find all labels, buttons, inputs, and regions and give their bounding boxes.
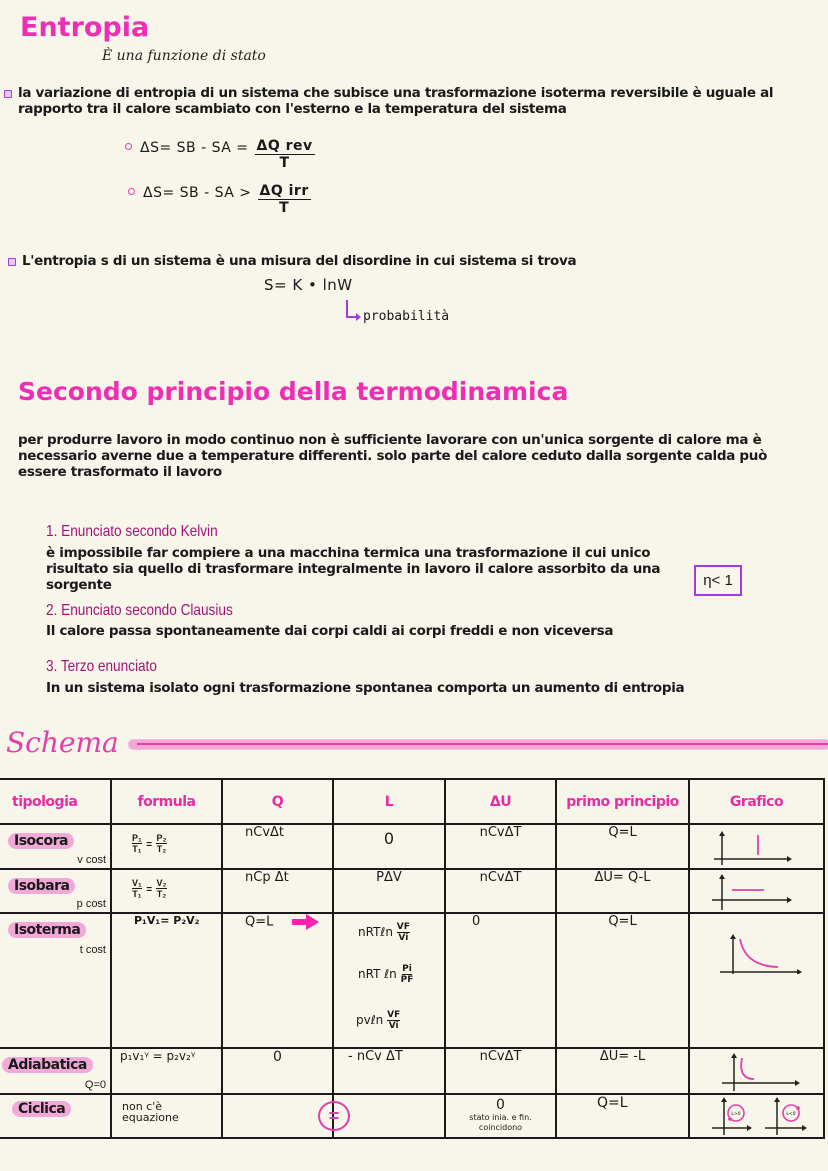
denominator: T₁ — [132, 844, 142, 854]
l-expression — [358, 964, 413, 985]
terzo-enunciato-text: In un sistema isolato ogni trasformazione spontanea comporta un aumento di entropia — [46, 680, 685, 696]
formula-cell: P₁V₁= P₂V₂ — [111, 913, 222, 1048]
denominator: T — [279, 155, 290, 171]
formula-lhs: ΔS= SB - SA > — [143, 185, 252, 201]
denominator: T₂ — [156, 844, 167, 854]
numerator: V₂ — [156, 878, 167, 888]
denominator: T₁ — [132, 889, 142, 899]
enunciato-kelvin-title: 1. Enunciato secondo Kelvin — [46, 523, 218, 540]
denominator: Vi — [388, 1021, 399, 1031]
header-l: L — [333, 779, 445, 824]
isoterma-graph-icon — [690, 914, 823, 974]
q-cell: 0 — [222, 1048, 333, 1094]
formula-lhs: ΔS= SB - SA = — [140, 140, 249, 156]
isocora-label: Isocora — [8, 833, 74, 849]
numerator: P₂ — [156, 833, 167, 843]
fraction — [132, 833, 142, 854]
numerator: VF — [396, 922, 410, 932]
secondo-principio-intro: per produrre lavoro in modo continuo non è sufficiente lavorare con un'unica sorgente di calore ma è necessario averne due a temperature differenti. solo parte del calore ceduto dalla sorgente calda può essere trasformato il lavoro — [18, 432, 768, 480]
adiabatica-graph-icon — [690, 1049, 823, 1093]
schema-divider — [128, 739, 828, 750]
fraction — [255, 138, 315, 171]
isocora-graph-icon — [690, 825, 823, 868]
tipologia-cell — [0, 913, 111, 1048]
header-tipologia: tipologia — [0, 779, 111, 824]
denominator: T₂ — [156, 889, 167, 899]
numerator: V₁ — [132, 878, 142, 888]
formula-reversible — [140, 138, 315, 171]
formula-cell: p₁v₁ᵞ = p₂v₂ᵞ — [111, 1048, 222, 1094]
enunciato-clausius-title: 2. Enunciato secondo Clausius — [46, 602, 233, 619]
l-cell: 0 — [333, 824, 445, 869]
q-cell: nCvΔt — [222, 824, 333, 869]
adiabatica-label: Adiabatica — [2, 1057, 93, 1073]
boltzmann-formula: S= K • lnW — [264, 276, 353, 294]
grafico-cell — [689, 869, 824, 913]
numerator: VF — [387, 1010, 401, 1020]
enunciato-clausius-text: Il calore passa spontaneamente dai corpi caldi ai corpi freddi e non viceversa — [46, 623, 614, 639]
q-cell: nCp Δt — [222, 869, 333, 913]
cycle-label: L<0 — [786, 1112, 796, 1117]
delta-u-cell: nCvΔT — [445, 869, 556, 913]
condition-label: v cost — [77, 854, 106, 866]
formula-irreversible — [143, 183, 311, 216]
delta-u-cell: nCvΔT — [445, 1048, 556, 1094]
header-formula: formula — [111, 779, 222, 824]
l-expression — [356, 1010, 400, 1031]
entropia-subtitle: È una funzione di stato — [102, 48, 266, 64]
terzo-enunciato-title: 3. Terzo enunciato — [46, 658, 157, 675]
schema-title: Schema — [6, 726, 119, 759]
grafico-cell — [689, 824, 824, 869]
denominator: PF — [400, 975, 414, 985]
primo-principio-cell: Q=L — [556, 824, 689, 869]
bullet-icon — [8, 258, 16, 266]
enunciato-kelvin-text: è impossibile far compiere a una macchina termica una trasformazione il cui unico risultato sia quello di trasformare integralmente in lavoro il calore assorbito da una sorgente — [46, 545, 661, 593]
schema-table — [0, 778, 825, 1139]
primo-principio-cell: ΔU= Q-L — [556, 869, 689, 913]
fraction — [401, 964, 414, 985]
tipologia-cell — [0, 824, 111, 869]
arrow-right-icon — [292, 914, 320, 930]
entropia-title: Entropia — [20, 12, 150, 43]
condition-label: Q=0 — [84, 1079, 106, 1091]
q-cell — [222, 913, 333, 1048]
entropia-disorder: L'entropia s di un sistema è una misura del disordine in cui sistema si trova — [22, 253, 577, 269]
fraction — [156, 833, 166, 854]
fraction — [132, 878, 142, 899]
table-row — [0, 824, 824, 869]
isoterma-label: Isoterma — [8, 922, 86, 938]
numerator: P₁ — [132, 833, 142, 843]
isobara-label: Isobara — [8, 878, 75, 894]
delta-u-cell — [445, 1094, 556, 1138]
denominator: T — [279, 200, 290, 216]
formula-cell: $\frac{\text{P₁}}{\text{T₁}}$ = $\frac{\text{P₂}}{\text{T₂}}$ — [111, 824, 222, 869]
arrow-icon — [344, 298, 362, 324]
circle-bullet-icon — [125, 143, 132, 150]
grafico-cell — [689, 1048, 824, 1094]
delta-u-note: stato inia. e fin. coincidono — [469, 1113, 532, 1132]
circle-bullet-icon — [128, 188, 135, 195]
numerator: ΔQ rev — [256, 138, 313, 154]
primo-principio-cell: ΔU= -L — [556, 1048, 689, 1094]
primo-principio-cell: Q=L — [556, 913, 689, 1048]
tipologia-cell — [0, 869, 111, 913]
cycle-label: L>0 — [731, 1112, 741, 1117]
delta-u-cell: nCvΔT — [445, 824, 556, 869]
table-header-row — [0, 779, 824, 824]
l-cell — [333, 913, 445, 1048]
tipologia-cell — [0, 1094, 111, 1138]
l-prefix: nRTℓn — [358, 925, 393, 939]
l-prefix: pvℓn — [356, 1013, 384, 1027]
bullet-icon — [4, 90, 12, 98]
l-cell — [328, 1094, 445, 1138]
fraction — [258, 183, 311, 216]
l-cell: PΔV — [333, 869, 445, 913]
fraction — [397, 922, 410, 943]
secondo-principio-title: Secondo principio della termodinamica — [18, 377, 569, 406]
numerator: ΔQ irr — [259, 183, 309, 199]
header-delta-u: ΔU — [445, 779, 556, 824]
condition-label: t cost — [79, 944, 106, 956]
primo-principio-cell: Q=L — [556, 1094, 689, 1138]
ciclica-label: Ciclica — [12, 1101, 71, 1117]
grafico-cell — [689, 913, 824, 1048]
table-row — [0, 1094, 824, 1138]
l-prefix: nRT ℓn — [358, 967, 397, 981]
fraction — [387, 1010, 400, 1031]
fraction — [156, 878, 166, 899]
numerator: Pi — [402, 964, 412, 974]
header-primo-principio: primo principio — [556, 779, 689, 824]
header-q: Q — [222, 779, 333, 824]
isobara-graph-icon — [690, 870, 823, 912]
header-grafico: Grafico — [689, 779, 824, 824]
formula-cell: non c'è equazione — [111, 1094, 222, 1138]
denominator: Vi — [398, 933, 409, 943]
grafico-cell — [689, 1094, 824, 1138]
entropia-definition: la variazione di entropia di un sistema che subisce una trasformazione isoterma reversibile è uguale al rapporto tra il calore scambiato con l'esterno e la temperatura del sistema — [18, 85, 774, 117]
condition-label: p cost — [76, 898, 106, 910]
table-row — [0, 913, 824, 1048]
equal-circle-icon: = — [318, 1101, 350, 1131]
table-row — [0, 1048, 824, 1094]
formula-cell: $\frac{\text{V₁}}{\text{T₁}}$ = $\frac{\text{V₂}}{\text{T₂}}$ — [111, 869, 222, 913]
q-value: Q=L — [245, 914, 274, 930]
q-cell — [222, 1094, 333, 1138]
l-expression — [358, 922, 410, 943]
efficiency-box: η< 1 — [694, 565, 742, 596]
tipologia-cell — [0, 1048, 111, 1094]
l-cell: - nCv ΔT — [333, 1048, 445, 1094]
delta-u-cell: 0 — [445, 913, 556, 1048]
ciclica-graph-icon — [690, 1095, 823, 1137]
table-row — [0, 869, 824, 913]
delta-u-value: 0 — [496, 1097, 505, 1113]
probability-label: probabilità — [363, 309, 450, 324]
